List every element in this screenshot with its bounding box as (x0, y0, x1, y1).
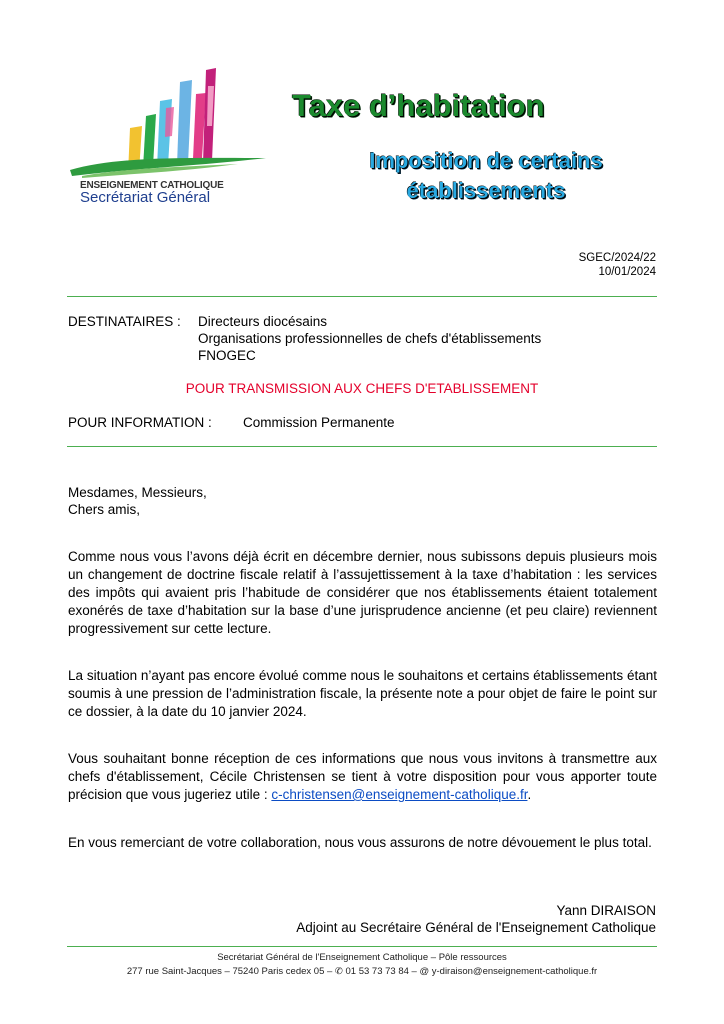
divider-middle (67, 446, 657, 447)
paragraph-3 (68, 750, 657, 804)
greeting-line-1: Mesdames, Messieurs, (68, 485, 207, 500)
divider-top (67, 296, 657, 297)
greeting-line-2: Chers amis, (68, 502, 141, 517)
transmission-note: POUR TRANSMISSION AUX CHEFS D'ETABLISSEMENT (185, 381, 539, 396)
document-title: Taxe d’habitation (292, 88, 545, 123)
paragraph-3-end: . (527, 787, 532, 802)
info-label: POUR INFORMATION : (68, 415, 212, 430)
paragraph-4: En vous remerciant de votre collaboration, nous vous assurons de notre dévouement le plus total. (68, 835, 652, 850)
subtitle-line-1: Imposition de certains (369, 148, 603, 173)
signatory-role: Adjoint au Secrétaire Général de l'Enseignement Catholique (296, 920, 656, 935)
reference-date: 10/01/2024 (598, 266, 656, 278)
paragraph-3-text: Vous souhaitant bonne réception de ces informations que nous vous invitons à transmettre aux chefs d'établissement, Cécile Christensen se tient à votre disposition pour vous apporter toute précision que vous jugeriez utile : (68, 751, 657, 802)
footer-contact: 277 rue Saint-Jacques – 75240 Paris cedex 05 – ✆ 01 53 73 73 84 – @ y-diraison@enseignement-catholique.fr (126, 966, 598, 977)
reference-code: SGEC/2024/22 (578, 252, 656, 264)
recipients-label: DESTINATAIRES : (68, 314, 181, 329)
divider-footer (67, 946, 657, 947)
logo-text-secretariat: Secrétariat Général (80, 189, 211, 206)
paragraph-2: La situation n’ayant pas encore évolué comme nous le souhaitons et certains établissements étant soumis à une pression de l’administration fiscale, la présente note a pour objet de faire le point sur ce dossier, à la date du 10 janvier 2024. (68, 668, 657, 719)
subtitle-line-2: établissements (406, 178, 566, 203)
recipient-item: FNOGEC (198, 348, 256, 363)
footer-organisation: Secrétariat Général de l'Enseignement Catholique – Pôle ressources (217, 952, 507, 963)
document-subtitle (300, 146, 672, 206)
info-value: Commission Permanente (243, 415, 395, 430)
logo-text-enseignement: ENSEIGNEMENT CATHOLIQUE (80, 180, 224, 191)
contact-email-link[interactable]: c-christensen@enseignement-catholique.fr (271, 787, 528, 802)
paragraph-1: Comme nous vous l’avons déjà écrit en décembre dernier, nous subissons depuis plusieurs mois un changement de doctrine fiscale relatif à l’assujettissement à la taxe d’habitation : les services des impôts qui avaient pris l’habitude de considérer que nos établissements étaient totalement exonérés de taxe d’habitation sur la base d’une jurisprudence ancienne (et peu claire) reviennent progressivement sur cette lecture. (68, 549, 657, 636)
recipient-item: Directeurs diocésains (198, 314, 328, 329)
recipient-item: Organisations professionnelles de chefs d'établissements (198, 331, 542, 346)
signatory-name: Yann DIRAISON (556, 903, 656, 918)
